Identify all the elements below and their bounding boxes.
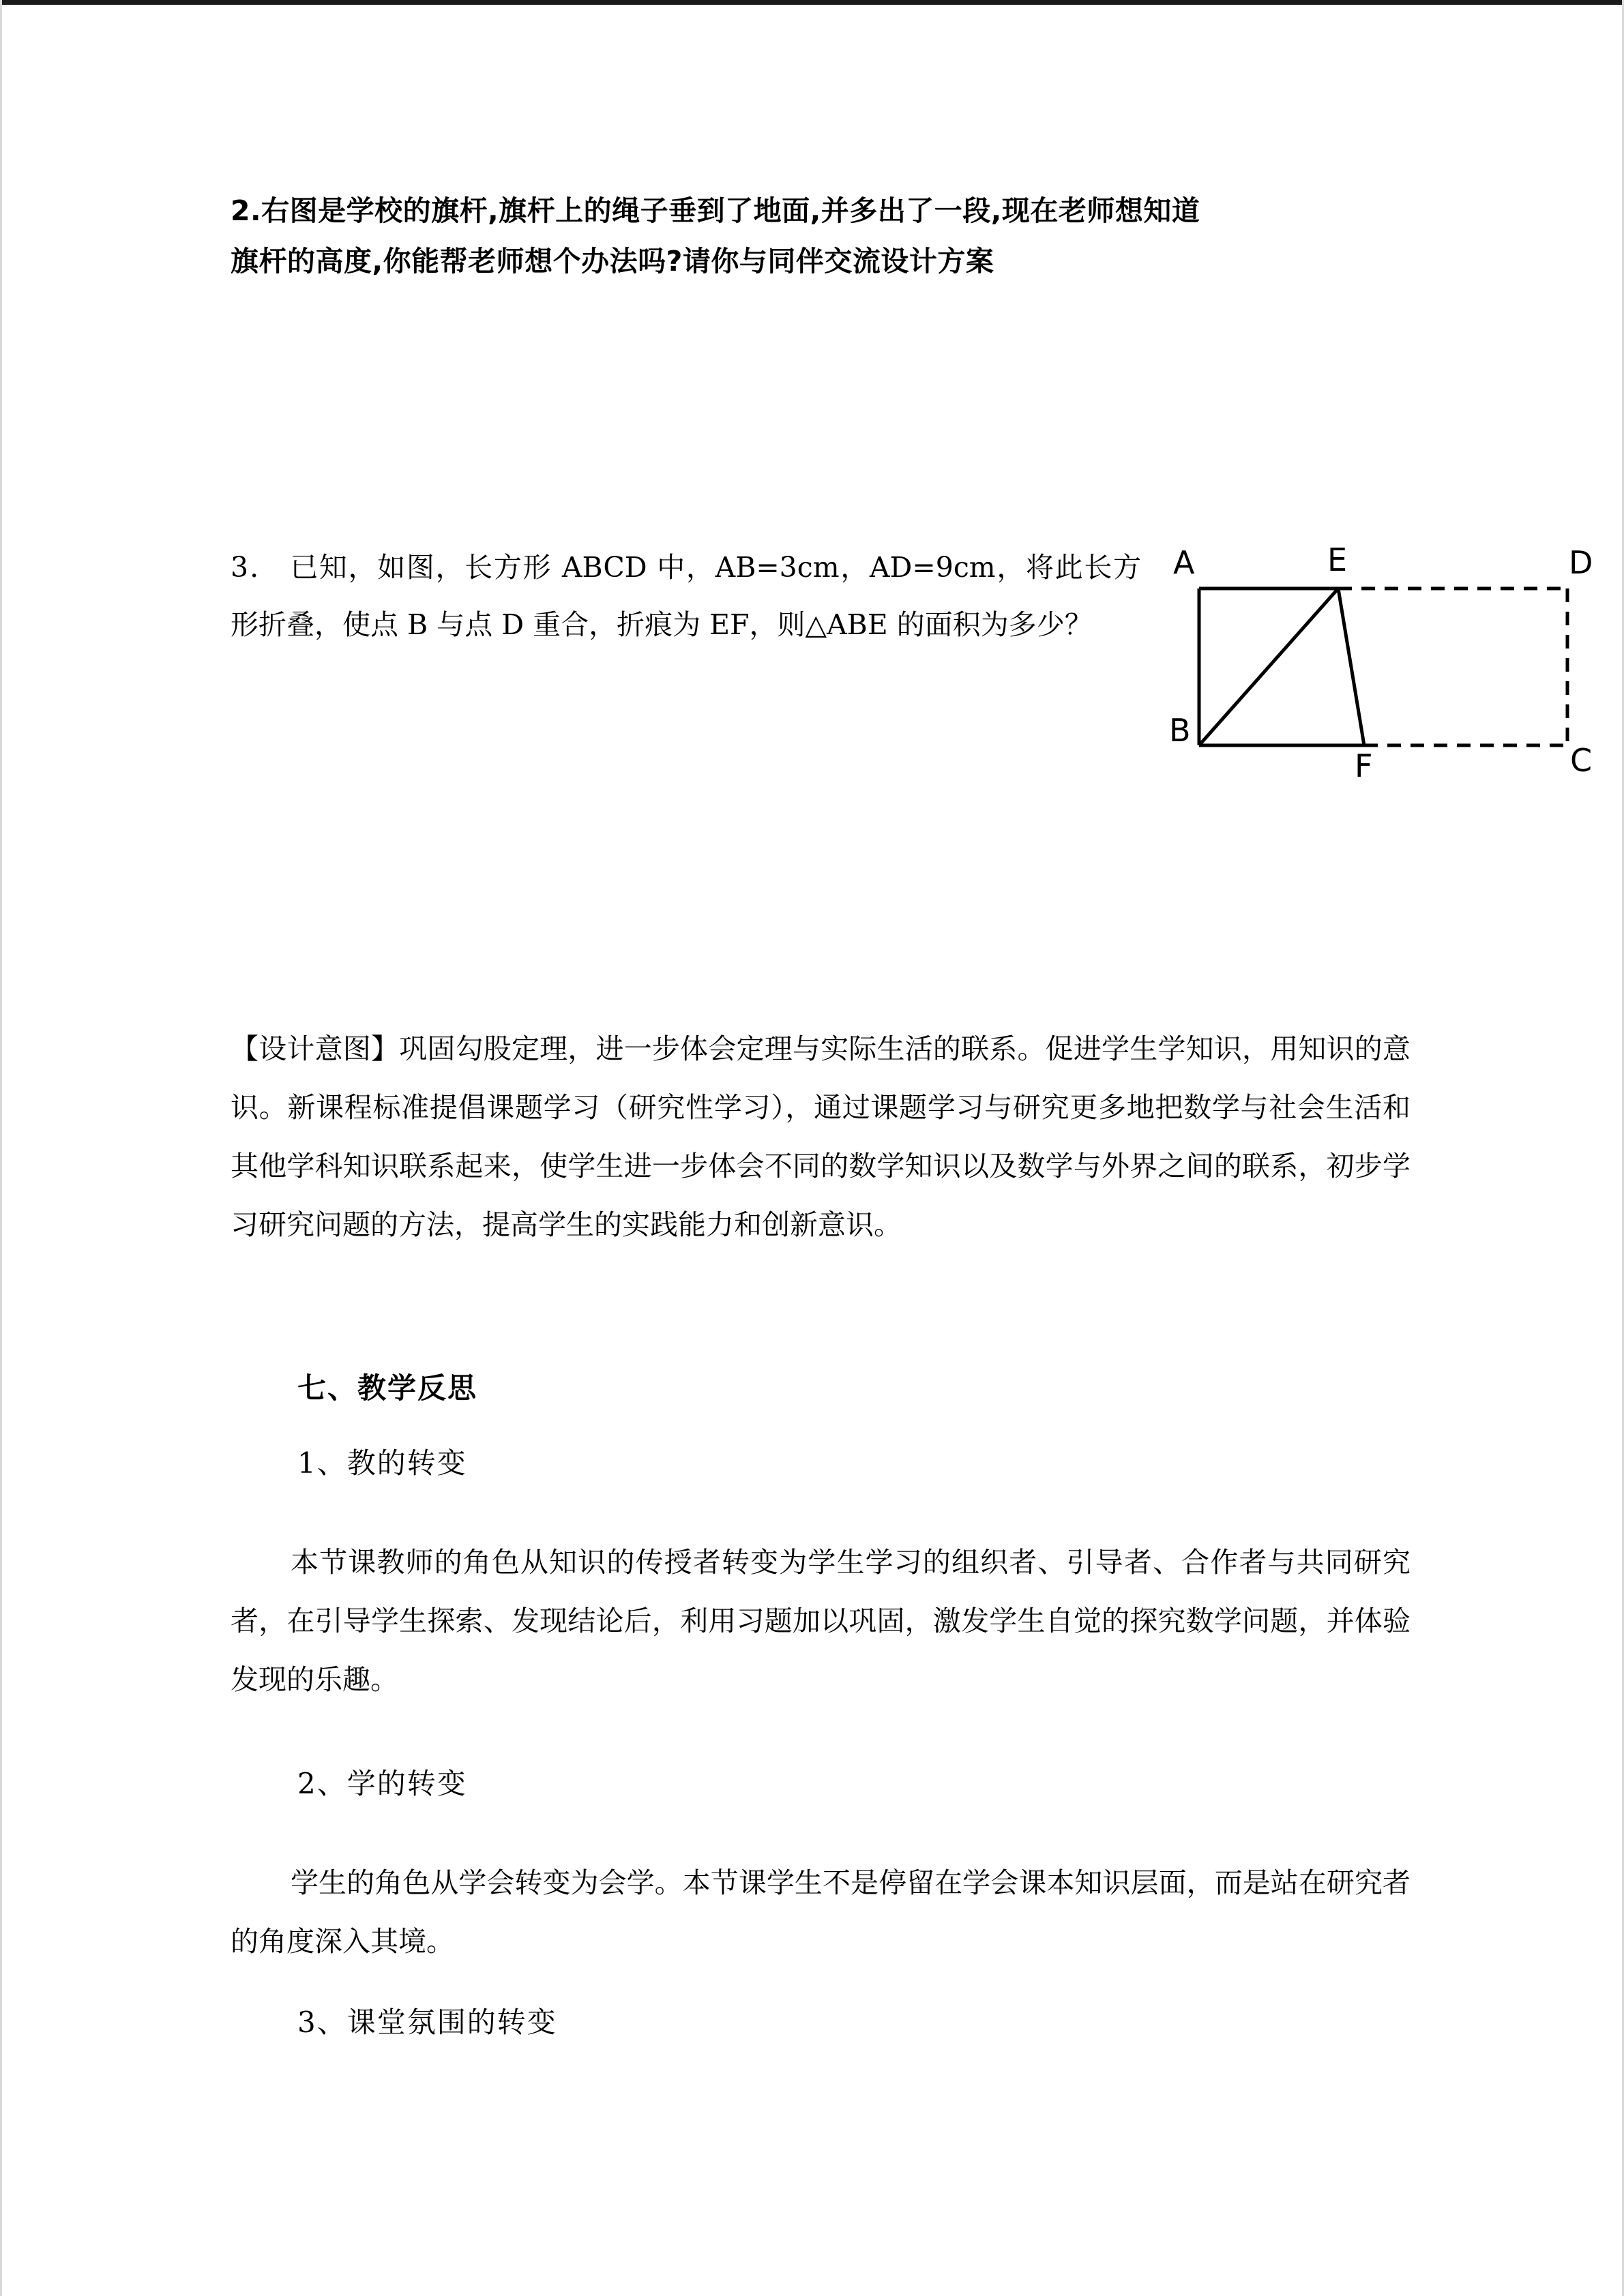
design-intent-tag: 【设计意图】 [231,1032,400,1065]
rectangle-fold-diagram [1160,532,1610,784]
subsection-heading-2: 2、学的转变 [297,1767,467,1800]
vertex-label-F: F [1355,747,1373,784]
section-heading-teaching-reflection: 七、教学反思 [297,1371,478,1405]
rectangle-fold-diagram-svg [1160,532,1610,777]
scan-edge-top [0,0,1624,5]
scan-edge-left [0,0,2,2296]
vertex-label-A: A [1173,544,1195,581]
question-2 [231,185,1411,286]
question-2-line-1: 2.右图是学校的旗杆,旗杆上的绳子垂到了地面,并多出了一段,现在老师想知道 [231,194,1200,227]
question-2-line-2: 旗杆的高度,你能帮老师想个办法吗?请你与同伴交流设计方案 [231,245,994,278]
design-intent-paragraph [231,1019,1411,1254]
segment-EF [1338,588,1364,745]
design-intent-text: 巩固勾股定理，进一步体会定理与实际生活的联系。促进学生学知识，用知识的意识。新课程标准提倡课题学习（研究性学习），通过课题学习与研究更多地把数学与社会生活和其他学科知识联系起来，使学生进一步体会不同的数学知识以及数学与外界之间的联系，初步学习研究问题的方法，提高学生的实践能力和创新意识。 [231,1032,1411,1241]
subsection-heading-1: 1、教的转变 [297,1446,467,1480]
vertex-label-E: E [1327,541,1348,578]
question-3-number: 3. [231,551,261,584]
subsection-body-1: 本节课教师的角色从知识的传授者转变为学生学习的组织者、引导者、合作者与共同研究者，在引导学生探索、发现结论后，利用习题加以巩固，激发学生自觉的探究数学问题，并体验发现的乐趣。 [231,1546,1411,1696]
subsection-heading-3: 3、课堂氛围的转变 [297,2006,557,2039]
vertex-label-D: D [1569,544,1593,581]
segment-BE [1199,588,1338,745]
question-3-body: 已知，如图，长方形 ABCD 中，AB=3cm，AD=9cm，将此长方形折叠，使点 B 与点 D 重合，折痕为 EF，则△ABE 的面积为多少？ [231,551,1141,641]
vertex-label-C: C [1570,742,1593,779]
question-3 [231,539,1141,653]
subsection-body-2: 学生的角色从学会转变为会学。本节课学生不是停留在学会课本知识层面，而是站在研究者的角度深入其境。 [231,1866,1411,1958]
vertex-label-B: B [1169,712,1191,749]
